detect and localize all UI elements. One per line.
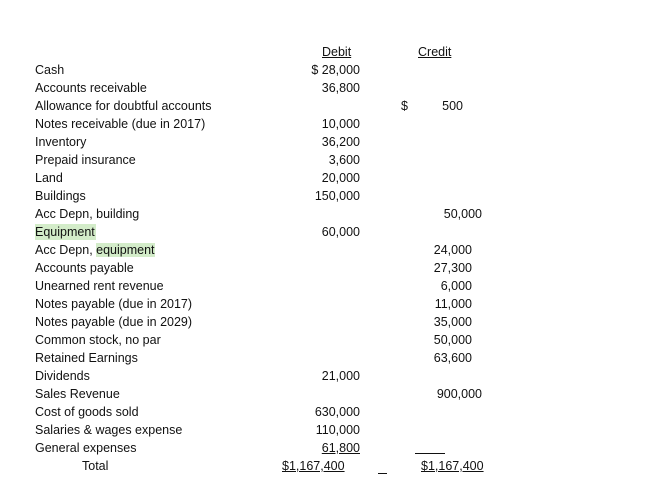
total-label: Total [82, 459, 109, 473]
credit-notes-payable-2029: 35,000 [433, 315, 472, 329]
credit-sales-revenue: 900,000 [436, 387, 482, 401]
credit-column-header: Credit [418, 45, 452, 59]
debit-accounts-receivable: 36,800 [321, 81, 360, 95]
account-prepaid-insurance: Prepaid insurance [35, 153, 136, 167]
debit-cost-of-goods-sold: 630,000 [314, 405, 360, 419]
debit-land: 20,000 [321, 171, 360, 185]
account-notes-payable-2029: Notes payable (due in 2029) [35, 315, 193, 329]
account-cash: Cash [35, 63, 65, 77]
account-land: Land [35, 171, 63, 185]
debit-dividends: 21,000 [321, 369, 360, 383]
credit-subtotal-rule [415, 453, 445, 454]
credit-common-stock: 50,000 [433, 333, 472, 347]
debit-prepaid-insurance: 3,600 [328, 153, 360, 167]
debit-column-header: Debit [322, 45, 352, 59]
credit-retained-earnings: 63,600 [433, 351, 472, 365]
debit-equipment: 60,000 [321, 225, 360, 239]
debit-notes-receivable: 10,000 [321, 117, 360, 131]
account-inventory: Inventory [35, 135, 87, 149]
credit-total: $1,167,400 [421, 459, 484, 473]
equipment-highlight: equipment [96, 243, 155, 257]
credit-notes-payable-2017: 11,000 [434, 297, 472, 311]
account-accounts-receivable: Accounts receivable [35, 81, 147, 95]
credit-unearned-rent: 6,000 [440, 279, 472, 293]
account-buildings: Buildings [35, 189, 86, 203]
account-acc-depn-equipment [35, 242, 155, 258]
account-retained-earnings: Retained Earnings [35, 351, 138, 365]
credit-accounts-payable: 27,300 [433, 261, 472, 275]
account-notes-receivable: Notes receivable (due in 2017) [35, 117, 206, 131]
acc-depn-prefix: Acc Depn, [35, 243, 97, 257]
account-sales-revenue: Sales Revenue [35, 387, 120, 401]
account-cost-of-goods-sold: Cost of goods sold [35, 405, 139, 419]
account-unearned-rent: Unearned rent revenue [35, 279, 164, 293]
account-general-expenses: General expenses [35, 441, 137, 455]
account-salaries-wages: Salaries & wages expense [35, 423, 183, 437]
debit-buildings: 150,000 [314, 189, 360, 203]
credit-allowance-doubtful: 500 [442, 99, 463, 113]
credit-acc-depn-building: 50,000 [443, 207, 482, 221]
debit-salaries-wages: 110,000 [315, 423, 360, 437]
debit-cash: $ 28,000 [311, 63, 360, 77]
debit-inventory: 36,200 [321, 135, 360, 149]
credit-acc-depn-equipment: 24,000 [433, 243, 472, 257]
account-equipment: Equipment [35, 225, 95, 239]
account-allowance-doubtful: Allowance for doubtful accounts [35, 99, 212, 113]
total-gap-rule [378, 473, 387, 474]
debit-total: $1,167,400 [282, 459, 345, 473]
account-common-stock: Common stock, no par [35, 333, 161, 347]
account-dividends: Dividends [35, 369, 90, 383]
account-accounts-payable: Accounts payable [35, 261, 134, 275]
account-notes-payable-2017: Notes payable (due in 2017) [35, 297, 193, 311]
debit-general-expenses: 61,800 [321, 441, 360, 455]
account-acc-depn-building: Acc Depn, building [35, 207, 140, 221]
credit-dollar-sign: $ [401, 99, 408, 113]
